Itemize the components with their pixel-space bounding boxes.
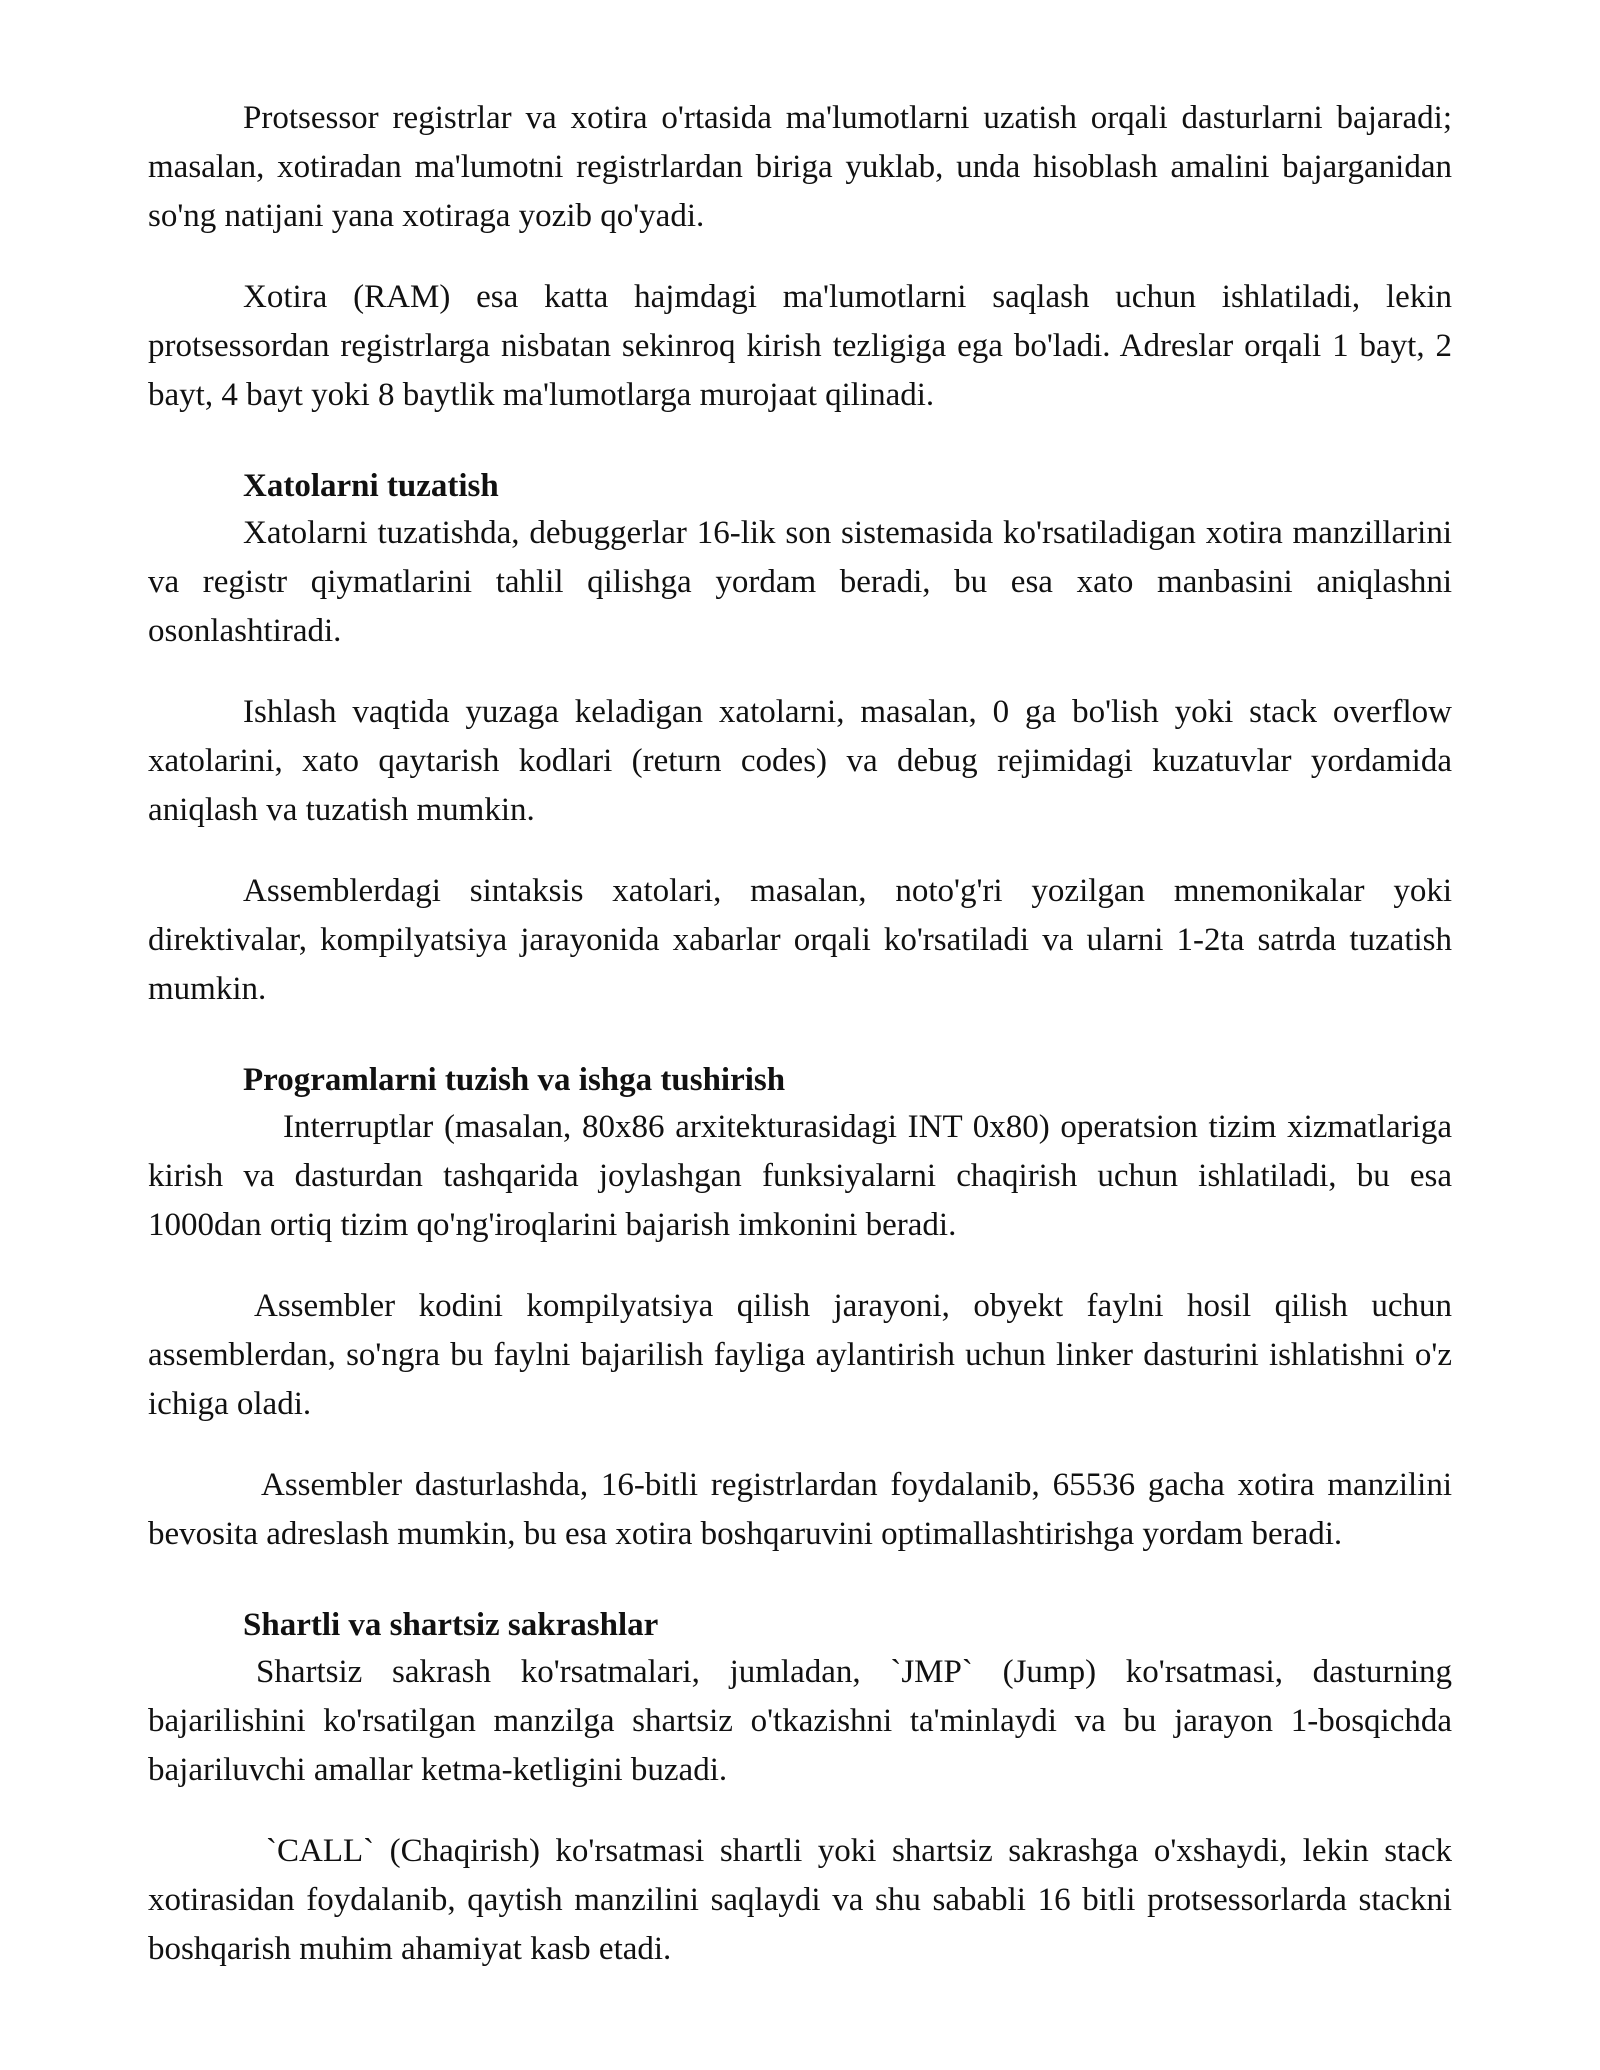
paragraph-interrupts: Interruptlar (masalan, 80x86 arxitekturasidagi INT 0x80) operatsion tizim xizmatlariga kirish va dasturdan tashqarida joylashgan funksiyalarni chaqirish uchun ishlatiladi, bu esa 1000dan ortiq tizim qo'ng'iroqlarini bajarish imkonini beradi. <box>148 1109 1452 1243</box>
paragraph-compilation: Assembler kodini kompilyatsiya qilish jarayoni, obyekt faylni hosil qilish uchun assemblerdan, so'ngra bu faylni bajarilish fayliga aylantirish uchun linker dasturini ishlatishni o'z ichiga oladi. <box>148 1288 1452 1422</box>
paragraph-call-instruction: `CALL` (Chaqirish) ko'rsatmasi shartli yoki shartsiz sakrashga o'xshaydi, lekin stack xotirasidan foydalanib, qaytish manzilini saqlaydi va shu sababli 16 bitli protsessorlarda stackni boshqarish muhim ahamiyat kasb etadi. <box>148 1833 1452 1967</box>
paragraph-syntax-errors: Assemblerdagi sintaksis xatolari, masalan, noto'g'ri yozilgan mnemonikalar yoki direktivalar, kompilyatsiya jarayonida xabarlar orqali ko'rsatiladi va ularni 1-2ta satrda tuzatish mumkin. <box>148 873 1452 1007</box>
heading-debugging: Xatolarni tuzatish <box>243 468 499 504</box>
heading-program-building: Programlarni tuzish va ishga tushirish <box>243 1062 786 1098</box>
paragraph-processor-registers: Protsessor registrlar va xotira o'rtasida ma'lumotlarni uzatish orqali dasturlarni bajaradi; masalan, xotiradan ma'lumotni registrlardan biriga yuklab, unda hisoblash amalini bajarganidan so'ng natijani yana xotiraga yozib qo'yadi. <box>148 100 1452 234</box>
document-page <box>148 94 1452 1974</box>
paragraph-debuggers: Xatolarni tuzatishda, debuggerlar 16-lik son sistemasida ko'rsatiladigan xotira manzillarini va registr qiymatlarini tahlil qilishga yordam beradi, bu esa xato manbasini aniqlashni osonlashtiradi. <box>148 515 1452 649</box>
heading-jumps: Shartli va shartsiz sakrashlar <box>243 1607 659 1643</box>
paragraph-memory-ram: Xotira (RAM) esa katta hajmdagi ma'lumotlarni saqlash uchun ishlatiladi, lekin protsessordan registrlarga nisbatan sekinroq kirish tezligiga ega bo'ladi. Adreslar orqali 1 bayt, 2 bayt, 4 bayt yoki 8 baytlik ma'lumotlarga murojaat qilinadi. <box>148 279 1452 413</box>
paragraph-runtime-errors: Ishlash vaqtida yuzaga keladigan xatolarni, masalan, 0 ga bo'lish yoki stack overflow xatolarini, xato qaytarish kodlari (return codes) va debug rejimidagi kuzatuvlar yordamida aniqlash va tuzatish mumkin. <box>148 694 1452 828</box>
paragraph-addressing: Assembler dasturlashda, 16-bitli registrlardan foydalanib, 65536 gacha xotira manzilini bevosita adreslash mumkin, bu esa xotira boshqaruvini optimallashtirishga yordam beradi. <box>148 1467 1452 1552</box>
paragraph-unconditional-jump: Shartsiz sakrash ko'rsatmalari, jumladan, `JMP` (Jump) ko'rsatmasi, dasturning bajarilishini ko'rsatilgan manzilga shartsiz o'tkazishni ta'minlaydi va bu jarayon 1-bosqichda bajariluvchi amallar ketma-ketligini buzadi. <box>148 1654 1452 1788</box>
